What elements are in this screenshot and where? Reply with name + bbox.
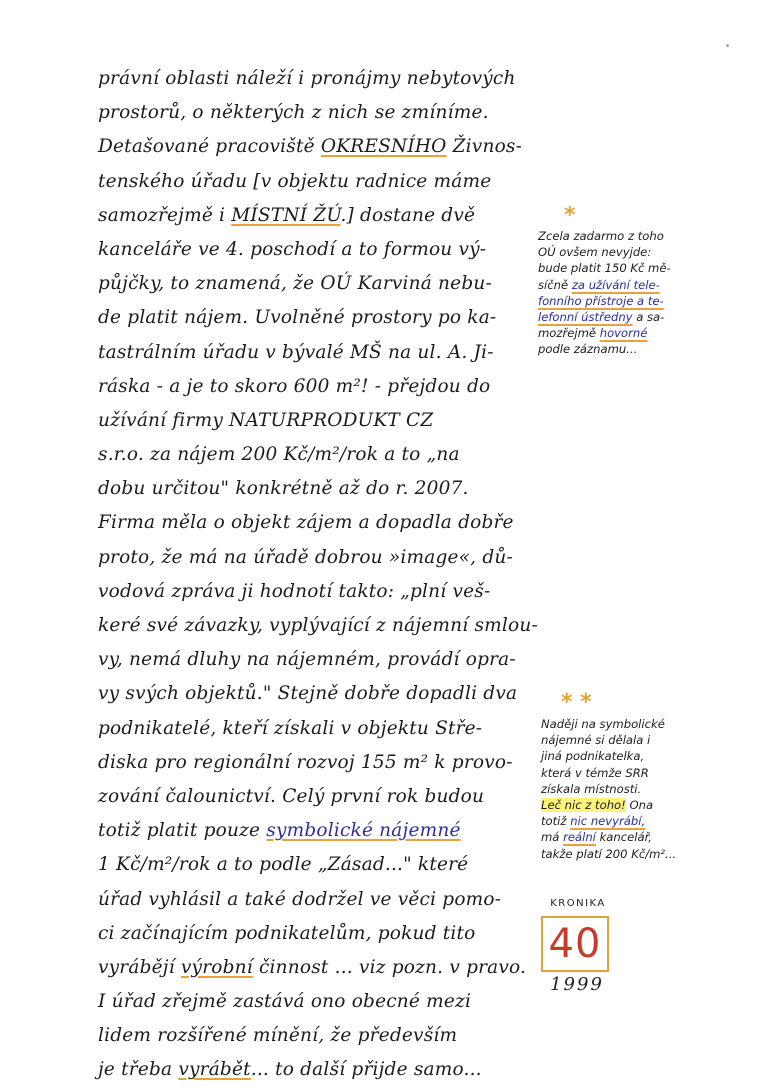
note-blue-phrase: za užívání tele- <box>571 277 660 292</box>
note-line: Naději na symbolické <box>541 717 665 731</box>
text-line: Detašované pracoviště OKRESNÍHO Živnos- <box>98 136 523 158</box>
text-line: je třeba vyrábět... to další přijde samo... <box>98 1059 482 1081</box>
text-line: vodová zpráva ji hodnotí takto: „plní veš- <box>98 580 491 602</box>
year: 1999 <box>550 974 604 995</box>
note-line <box>538 293 738 309</box>
note-blue-phrase: lefonní ústředny <box>538 309 633 324</box>
note-line: totiž nic nevyrábí, <box>541 814 646 829</box>
text-line: půjčky, to znamená, že OÚ Karviná nebu- <box>98 273 492 295</box>
note-line: mozřejmě hovorné <box>538 326 648 341</box>
chronicle-label: KRONIKA <box>550 898 606 909</box>
text-line: diska pro regionální rozvoj 155 m² k provo- <box>98 751 513 773</box>
note-line: nájemné si dělala i <box>541 733 651 748</box>
text-line: proto, že má na úřadě dobrou »image«, dů- <box>98 546 513 568</box>
note-line: síčně za užívání tele- <box>538 277 660 292</box>
note-blue-phrase: hovorné <box>599 326 648 341</box>
text-line: prostorů, o některých z nich se zmíníme. <box>98 102 489 124</box>
note-line: bude platit 150 Kč mě- <box>538 261 671 276</box>
page-number: 40 <box>548 921 602 967</box>
corner-dot <box>726 44 729 47</box>
text-line: tastrálním úřadu v bývalé MŠ na ul. A. Ji- <box>98 341 494 363</box>
underlined-okresniho: OKRESNÍHO <box>320 136 447 158</box>
note-line: takže platí 200 Kč/m²... <box>541 846 677 861</box>
note-line: OÚ ovšem nevyjde: <box>538 245 652 260</box>
highlighted-phrase: Leč nic z toho! <box>541 797 626 812</box>
text-line: totiž platit pouze symbolické nájemné <box>98 820 461 842</box>
text-line: podnikatelé, kteří získali v objektu Stře- <box>98 717 483 739</box>
underlined-vyrobni: výrobní <box>180 956 253 978</box>
text-line: vy, nemá dluhy na nájemném, provádí opra- <box>98 649 516 671</box>
text-line: kanceláře ve 4. poschodí a to formou vý- <box>98 238 487 260</box>
margin-note-2 <box>541 716 741 862</box>
main-text-body <box>98 62 538 1088</box>
note-line: Leč nic z toho! Ona <box>541 797 654 812</box>
underlined-mistni-zu: MÍSTNÍ ŽÚ <box>231 204 341 226</box>
text-line: tenského úřadu [v objektu radnice máme <box>98 170 492 192</box>
text-line: I úřad zřejmě zastává ono obecné mezi <box>98 991 472 1013</box>
text-line: de platit nájem. Uvolněné prostory po ka- <box>98 307 497 329</box>
text-line: ráska - a je to skoro 600 m²! - přejdou do <box>98 375 491 397</box>
note-line: má reální kancelář, <box>541 830 652 845</box>
text-line: samozřejmě i MÍSTNÍ ŽÚ.] dostane dvě <box>98 204 476 226</box>
text-line: lidem rozšířené mínění, že především <box>98 1025 458 1047</box>
text-line: vyrábějí výrobní činnost ... viz pozn. v pravo. <box>98 956 527 978</box>
note-line: získala místnosti. <box>541 781 642 796</box>
text-line: ci začínajícím podnikatelům, pokud tito <box>98 922 476 944</box>
text-line: keré své závazky, vyplývající z nájemní smlou- <box>98 615 538 636</box>
note-line: podle záznamu... <box>538 342 638 357</box>
text-line: 1 Kč/m²/rok a to podle „Zásad..." které <box>98 854 469 876</box>
text-line: zování čalounictví. Celý první rok budou <box>98 785 485 807</box>
text-line: úřad vyhlásil a také dodržel ve věci pomo- <box>98 888 502 910</box>
note-blue-phrase: reální <box>563 830 596 845</box>
note-blue-phrase: fonního přístroje a te- <box>538 293 664 308</box>
underlined-vyrabet: vyrábět <box>178 1059 251 1081</box>
text-line: vy svých objektů." Stejně dobře dopadli dva <box>98 683 518 705</box>
double-asterisk-icon: * * <box>561 690 592 715</box>
text-line: dobu určitou" konkrétně až do r. 2007. <box>98 478 469 500</box>
note-line: Zcela zadarmo z toho <box>538 229 664 243</box>
text-line: Firma měla o objekt zájem a dopadla dobře <box>98 512 514 534</box>
symbolic-rent-phrase: symbolické nájemné <box>266 820 461 842</box>
page-number-box <box>541 916 609 972</box>
text-line: s.r.o. za nájem 200 Kč/m²/rok a to „na <box>98 444 460 466</box>
note-line: lefonní ústředny a sa- <box>538 309 665 324</box>
text-line: užívání firmy NATURPRODUKT CZ <box>98 409 434 431</box>
note-blue-phrase: nic nevyrábí, <box>570 814 646 829</box>
margin-note-1 <box>538 228 738 358</box>
note-line: jiná podnikatelka, <box>541 749 645 764</box>
asterisk-icon: * <box>564 203 576 228</box>
text-line: právní oblasti náleží i pronájmy nebytových <box>98 68 516 89</box>
note-line: která v témže SRR <box>541 765 649 780</box>
